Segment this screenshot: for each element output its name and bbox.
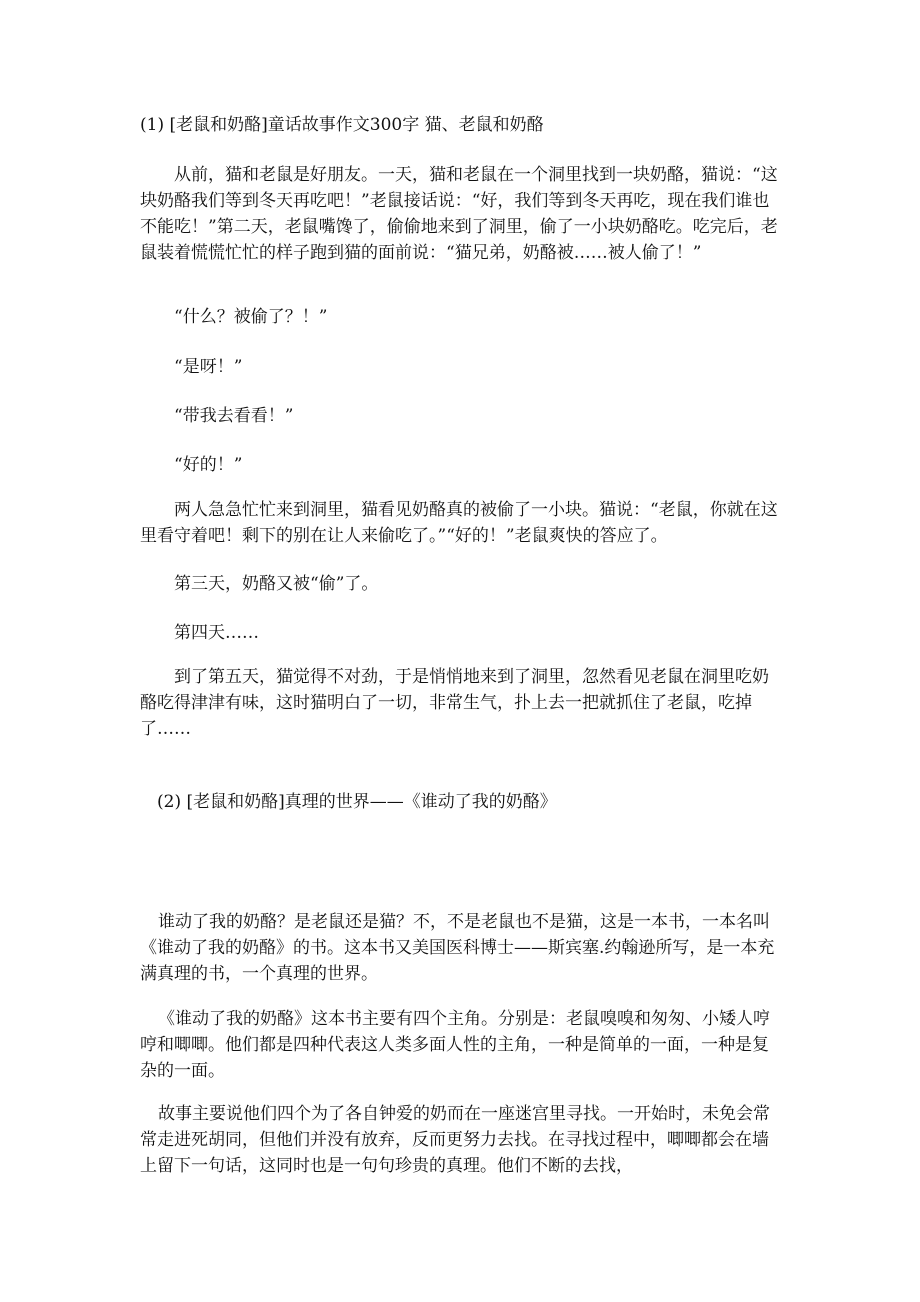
section2-paragraph-1: 谁动了我的奶酪？是老鼠还是猫？不，不是老鼠也不是猫，这是一本书，一本名叫《谁动了我的奶酪》的书。这本书又美国医科博士——斯宾塞.约翰逊所写，是一本充满真理的书，一个真理的世界。: [140, 912, 775, 984]
section1-paragraph-4: 第四天……: [174, 623, 259, 643]
dialogue-line-4: “好的！”: [174, 455, 243, 475]
dialogue-line-3: “带我去看看！”: [174, 406, 294, 426]
section2-heading: (2) [老鼠和奶酪]真理的世界——《谁动了我的奶酪》: [157, 792, 557, 812]
section1-paragraph-3: 第三天，奶酪又被“偷”了。: [174, 574, 379, 594]
dialogue-line-2: “是呀！”: [174, 357, 243, 377]
section1-paragraph-5: 到了第五天，猫觉得不对劲，于是悄悄地来到了洞里，忽然看见老鼠在洞里吃奶酪吃得津津有味，这时猫明白了一切，非常生气，扑上去一把就抓住了老鼠，吃掉了……: [140, 667, 769, 739]
section1-heading: (1) [老鼠和奶酪]童话故事作文300字 猫、老鼠和奶酪: [140, 115, 544, 135]
section1-paragraph-1: 从前，猫和老鼠是好朋友。一天，猫和老鼠在一个洞里找到一块奶酪，猫说：“这块奶酪我们等到冬天再吃吧！”老鼠接话说：“好，我们等到冬天再吃，现在我们谁也不能吃！”第二天，老鼠嘴馋了，偷偷地来到了洞里，偷了一小块奶酪吃。吃完后，老鼠装着慌慌忙忙的样子跑到猫的面前说：“猫兄弟，奶酪被……被人偷了！”: [140, 165, 778, 263]
dialogue-line-1: “什么？被偷了？！”: [174, 307, 328, 327]
section2-paragraph-2: 《谁动了我的奶酪》这本书主要有四个主角。分别是：老鼠嗅嗅和匆匆、小矮人哼哼和唧唧。他们都是四种代表这人类多面人性的主角，一种是简单的一面，一种是复杂的一面。: [140, 1009, 770, 1081]
section2-paragraph-3: 故事主要说他们四个为了各自钟爱的奶而在一座迷宫里寻找。一开始时，未免会常常走进死胡同，但他们并没有放弃，反而更努力去找。在寻找过程中，唧唧都会在墙上留下一句话，这同时也是一句句珍贵的真理。他们不断的去找，: [140, 1104, 770, 1176]
section1-paragraph-2: 两人急急忙忙来到洞里，猫看见奶酪真的被偷了一小块。猫说：“老鼠，你就在这里看守着吧！剩下的别在让人来偷吃了。”“好的！”老鼠爽快的答应了。: [140, 500, 778, 546]
